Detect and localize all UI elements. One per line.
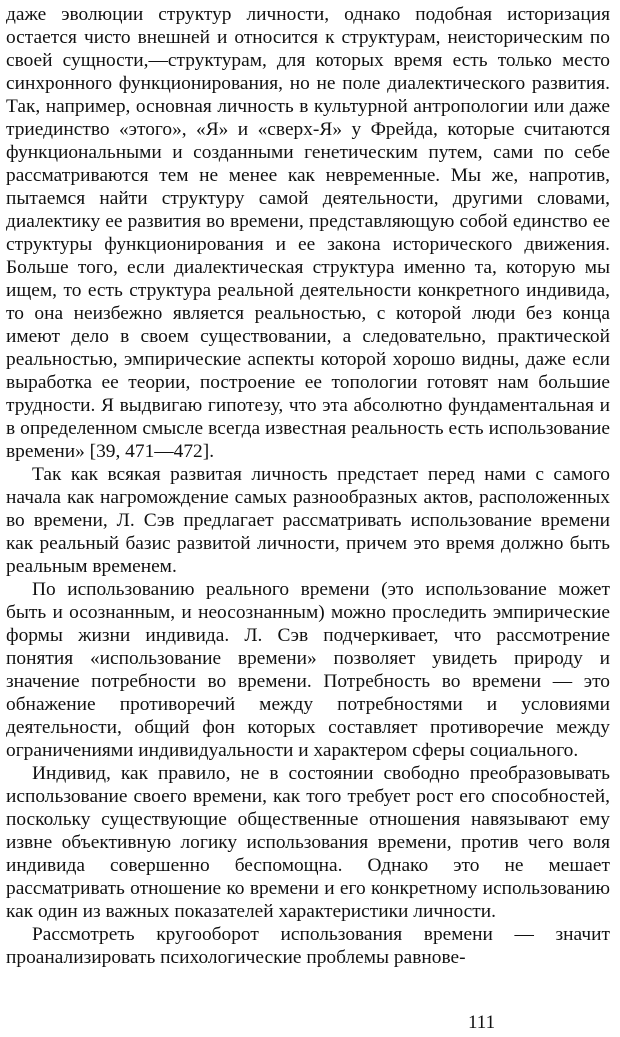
paragraph-3: По использованию реального времени (это использование может быть и осознанным, и неосознанным) можно проследить эмпирические формы жизни индивида. Л. Сэв подчеркивает, что рассмотрение понятия «использование времени» позволяет увидеть природу и значение потребности во времени. Потребность во времени — это обнажение противоречий между потребностями и условиями деятельности, общий фон которых составляет противоречие между ограничениями индивидуальности и характером сферы социального. [6,579,610,761]
paragraph-2: Так как всякая развитая личность предстает перед нами с самого начала как нагромождение самых разнообразных актов, расположенных во времени, Л. Сэв предлагает рассматривать использование времени как реальный базис развитой личности, причем это время должно быть реальным временем. [6,464,610,577]
paragraph-5: Рассмотреть кругооборот использования времени — значит проанализировать психологические проблемы равнове- [6,924,610,968]
paragraph-4: Индивид, как правило, не в состоянии свободно преобразовывать использование своего времени, как того требует рост его способностей, поскольку существующие общественные отношения навязывают ему извне объективную логику использования времени, против чего воля индивида совершенно беспомощна. Однако это не мешает рассматривать отношение ко времени и его конкретному использованию как один из важных показателей характеристики личности. [6,763,610,922]
paragraph-1: даже эволюции структур личности, однако подобная историзация остается чисто внешней и относится к структурам, неисторическим по своей сущности,—структурам, для которых время есть только место синхронного функционирования, но не поле диалектического развития. Так, например, основная личность в культурной антропологии или даже триединство «этого», «Я» и «сверх-Я» у Фрейда, которые считаются функциональными и созданными генетическим путем, сами по себе рассматриваются тем не менее как невременные. Мы же, напротив, пытаемся найти структуру самой деятельности, другими словами, диалектику ее развития во времени, представляющую собой единство ее структуры функционирования и ее закона исторического движения. Больше того, если диалектическая структура именно та, которую мы ищем, то есть структура реальной деятельности конкретного индивида, то она неизбежно является реальностью, с которой люди без конца имеют дело в своем существовании, а следовательно, практической реальностью, эмпирические аспекты которой хорошо видны, даже если выработка ее теории, построение ее топологии готовят нам большие трудности. Я выдвигаю гипотезу, что эта абсолютно фундаментальная и в определенном смысле всегда известная реальность есть использование времени» [39, 471—472]. [6,4,610,462]
page-number: 111 [468,1012,496,1033]
body-text [6,3,610,969]
